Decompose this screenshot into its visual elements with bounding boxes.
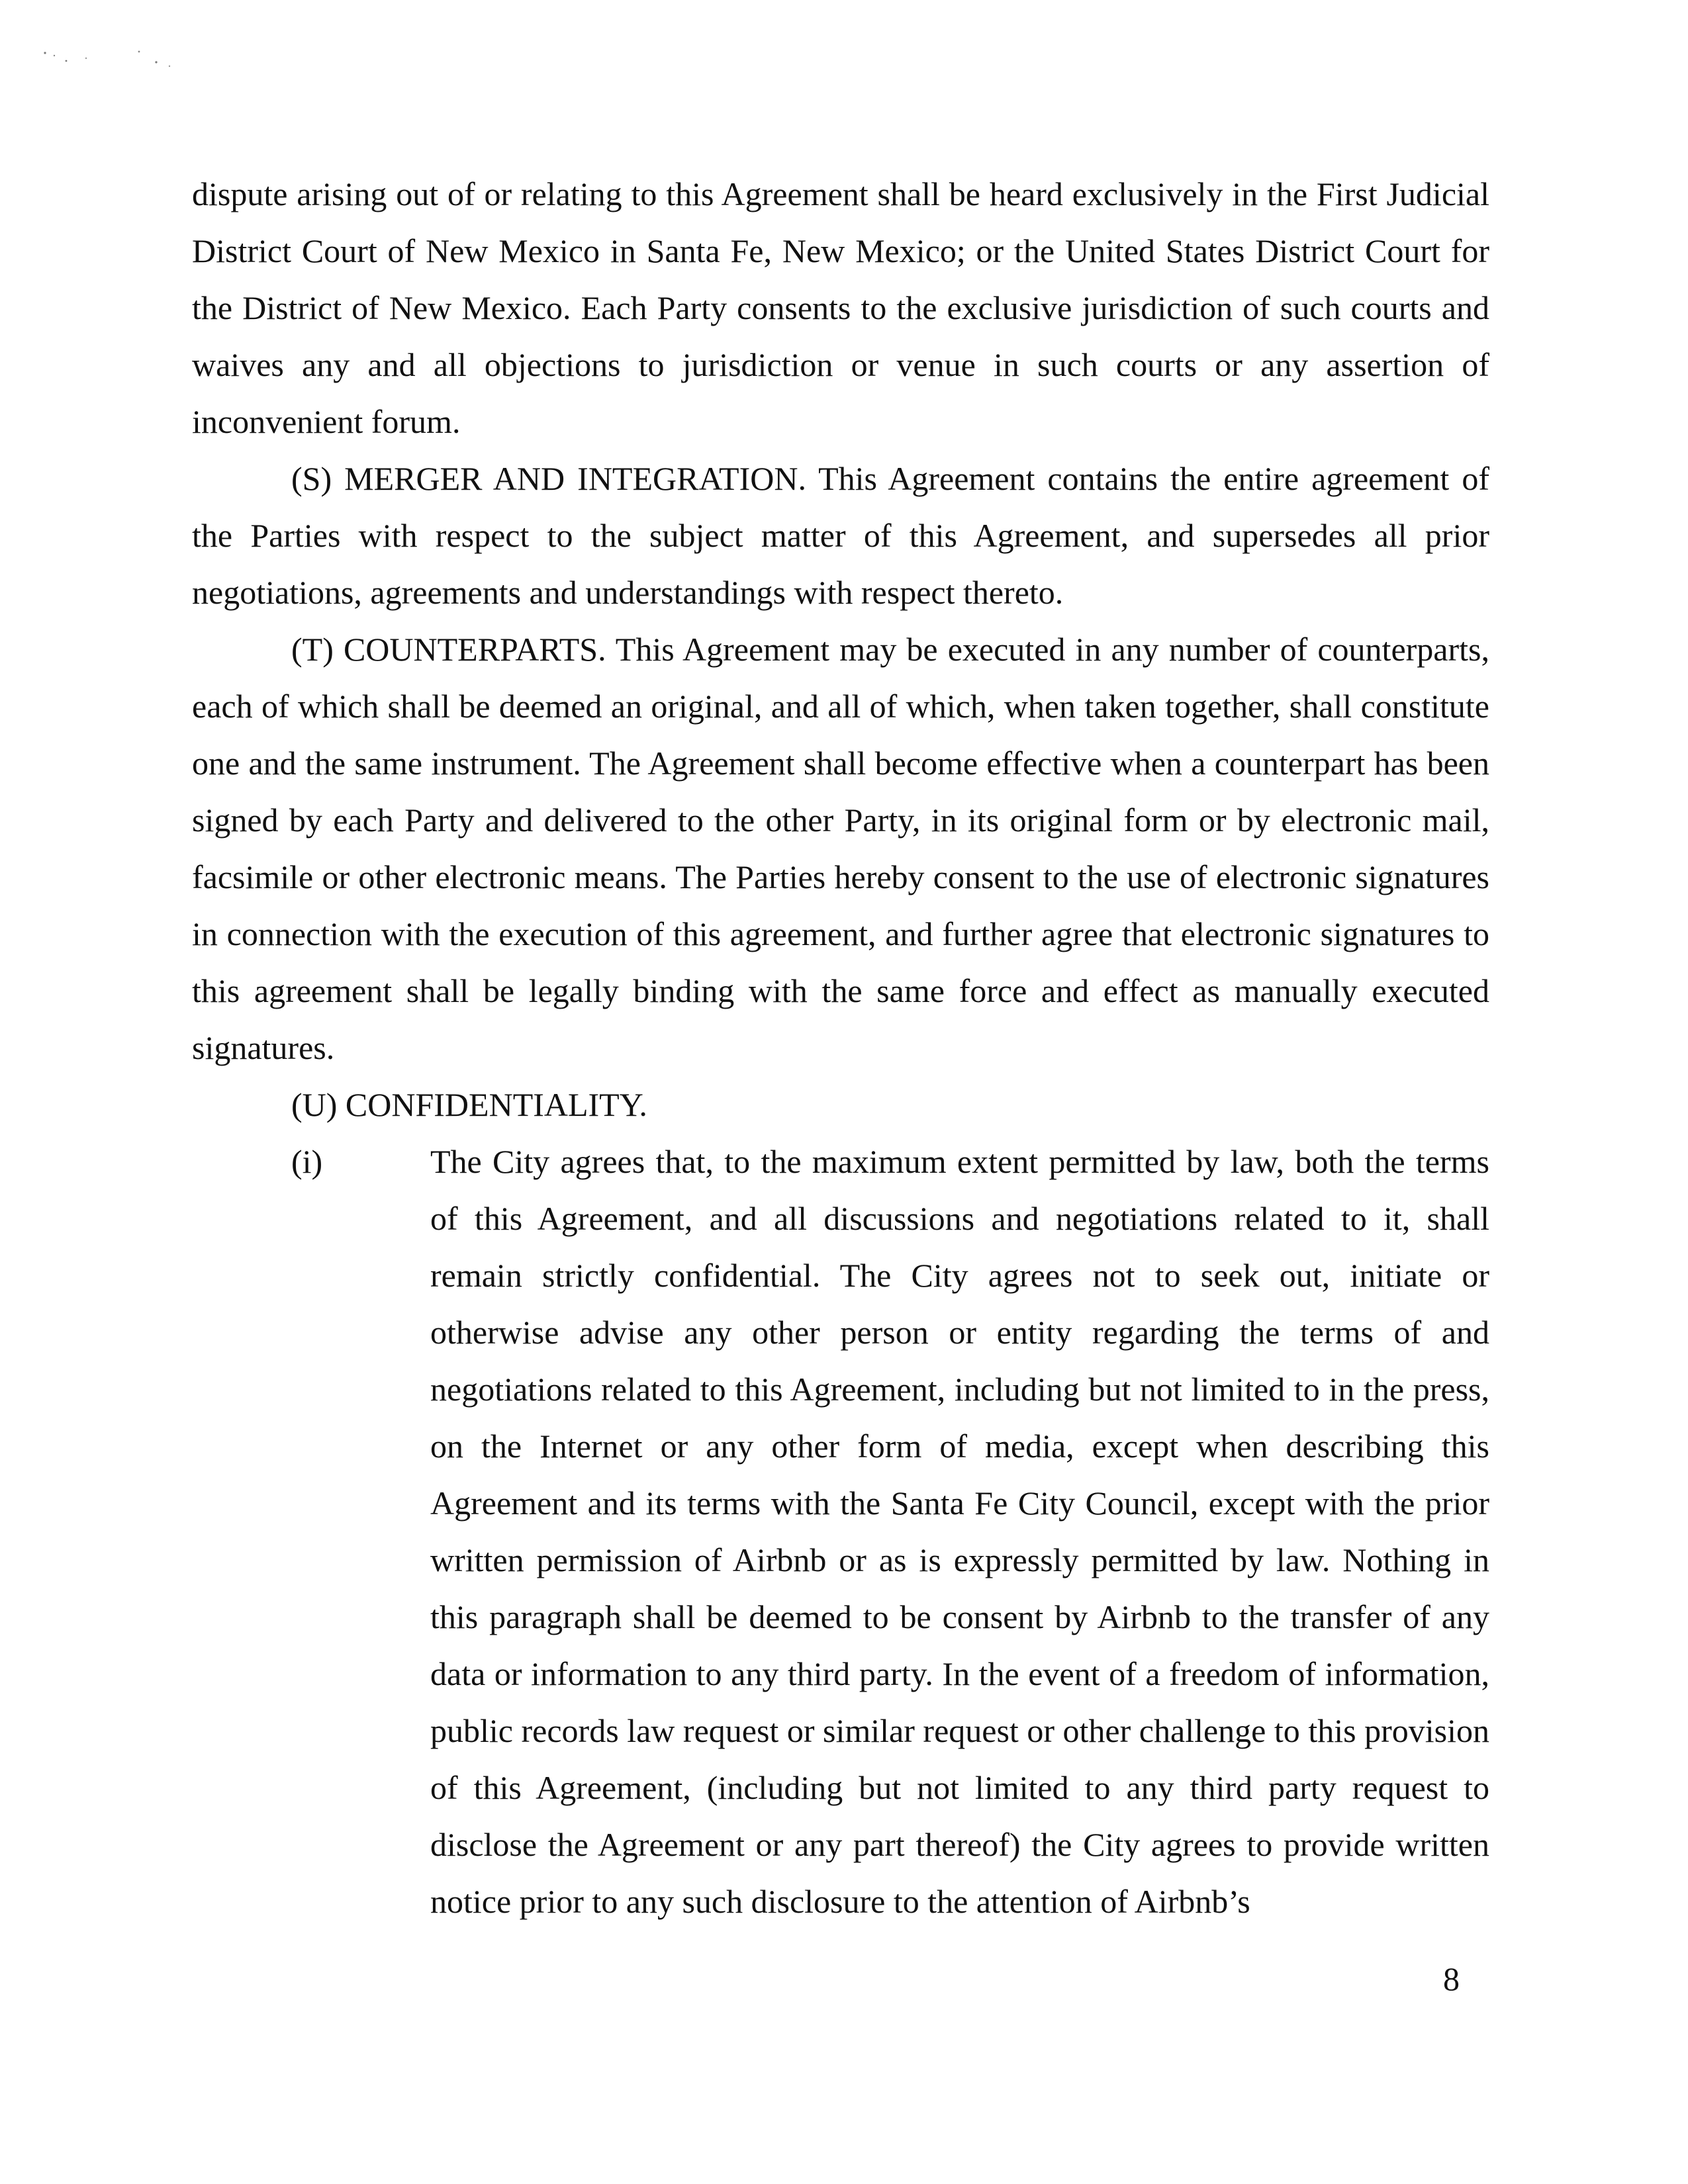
page-number: 8 — [1443, 1960, 1460, 1997]
document-body — [192, 165, 1489, 1930]
scan-artifact-marks — [40, 46, 199, 73]
section-u-heading: (U) CONFIDENTIALITY. — [291, 1086, 647, 1123]
subsection-i-text: The City agrees that, to the maximum extent permitted by law, both the terms of this Agreement, and all discussions and negotiations related to it, shall remain strictly confidential. The City agrees not to seek out, initiate or otherwise advise any other person or entity regarding the terms of and negotiations related to this Agreement, including but not limited to in the press, on the Internet or any other form of media, except when describing this Agreement and its terms with the Santa Fe City Council, except with the prior written permission of Airbnb or as is expressly permitted by law. Nothing in this paragraph shall be deemed to be consent by Airbnb to the transfer of any data or information to any third party. In the event of a freedom of information, public records law request or similar request or other challenge to this provision of this Agreement, (including but not limited to any third party request to disclose the Agreement or any part thereof) the City agrees to provide written notice prior to any such disclosure to the attention of Airbnb’s — [430, 1143, 1489, 1920]
continuation-paragraph: dispute arising out of or relating to this Agreement shall be heard exclusively in the First Judicial District Court of New Mexico in Santa Fe, New Mexico; or the United States District Court for the District of New Mexico. Each Party consents to the exclusive jurisdiction of such courts and waives any and all objections to jurisdiction or venue in such courts or any assertion of inconvenient forum. — [192, 175, 1489, 440]
section-s-merger-integration: (S) MERGER AND INTEGRATION. This Agreement contains the entire agreement of the Parties with respect to the subject matter of this Agreement, and supersedes all prior negotiations, agreements and understandings with respect thereto. — [192, 460, 1489, 611]
section-t-counterparts: (T) COUNTERPARTS. This Agreement may be executed in any number of counterparts, each of which shall be deemed an original, and all of which, when taken together, shall constitute one and the same instrument. The Agreement shall become effective when a counterpart has been signed by each Party and delivered to the other Party, in its original form or by electronic mail, facsimile or other electronic means. The Parties hereby consent to the use of electronic signatures in connection with the execution of this agreement, and further agree that electronic signatures to this agreement shall be legally binding with the same force and effect as manually executed signatures. — [192, 631, 1489, 1066]
subsection-i — [192, 1133, 1489, 1930]
subsection-i-label: (i) — [291, 1143, 323, 1180]
